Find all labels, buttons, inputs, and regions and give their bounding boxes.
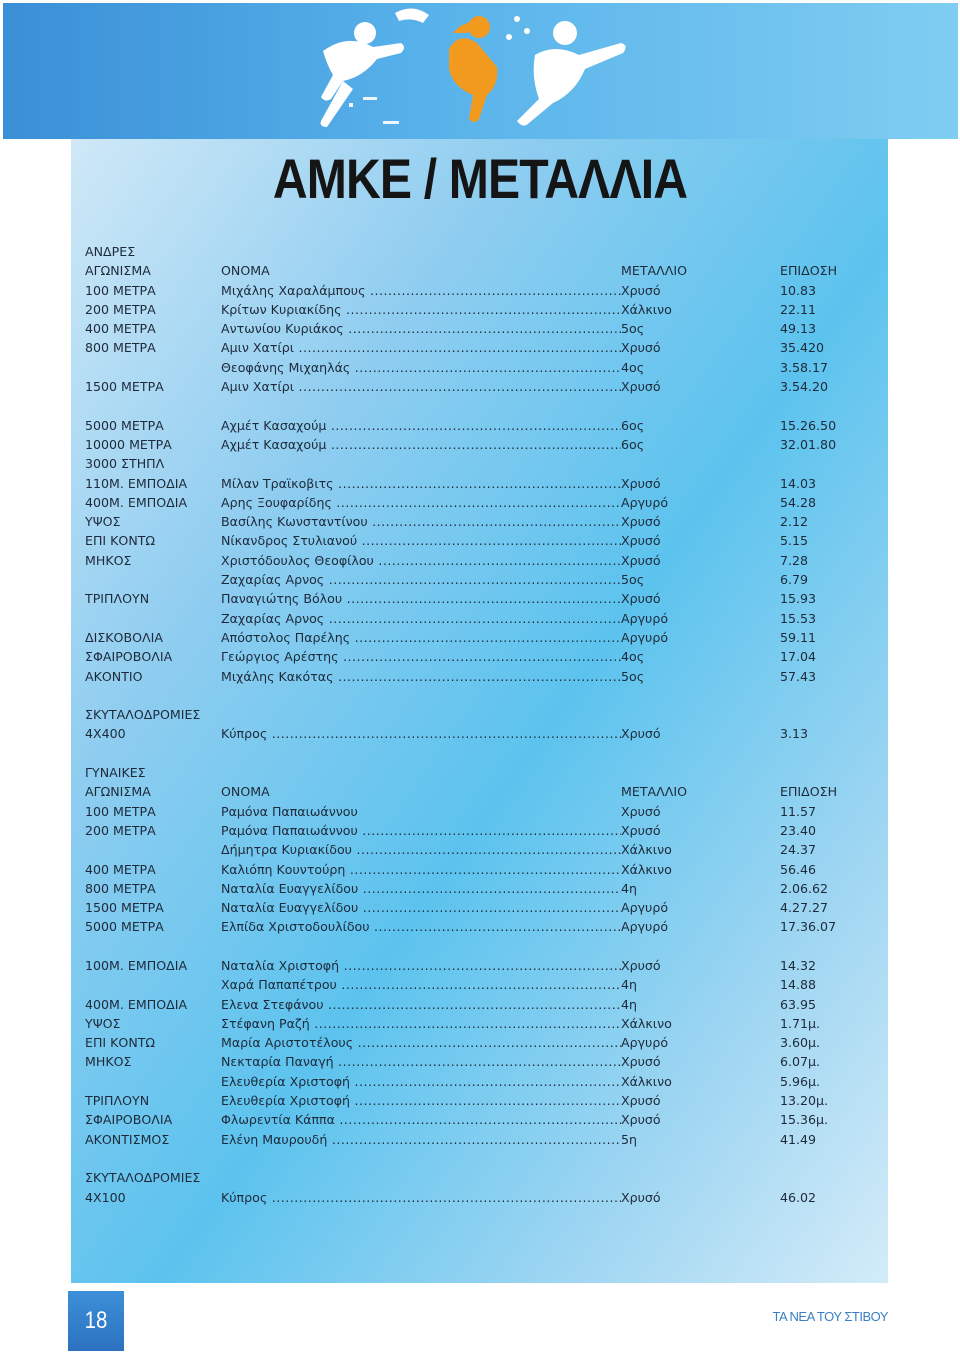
table-row bbox=[85, 956, 875, 975]
event-cell: 4Χ400 bbox=[85, 726, 126, 742]
event-cell: 3000 ΣΤΗΠΛ bbox=[85, 456, 165, 472]
event-cell: ΣΦΑΙΡΟΒΟΛΙΑ bbox=[85, 1112, 173, 1128]
women-header-row bbox=[85, 782, 875, 801]
medal-cell: 5ος bbox=[621, 668, 645, 684]
medal-cell: 5ος bbox=[621, 321, 645, 337]
athlete-name: Αχμέτ Κασαχούμ bbox=[221, 436, 327, 452]
athlete-name-cell bbox=[221, 860, 621, 879]
athlete-name-cell bbox=[221, 474, 621, 493]
table-row bbox=[85, 377, 875, 396]
athlete-name: Κρίτων Κυριακίδης bbox=[221, 301, 342, 317]
table-row bbox=[85, 879, 875, 898]
medal-cell: Χάλκινο bbox=[621, 861, 672, 877]
athlete-name-cell bbox=[221, 840, 621, 859]
medal-cell: Χρυσό bbox=[621, 552, 661, 568]
event-cell: 1500 ΜΕΤΡΑ bbox=[85, 379, 164, 395]
athlete-name-cell bbox=[221, 1130, 621, 1149]
event-cell: 4Χ100 bbox=[85, 1189, 126, 1205]
result-cell: 10.83 bbox=[780, 282, 817, 298]
men-rows-field bbox=[85, 416, 875, 686]
women-rows-field bbox=[85, 956, 875, 1149]
medal-cell: Χρυσό bbox=[621, 379, 661, 395]
event-cell: 200 ΜΕΤΡΑ bbox=[85, 301, 156, 317]
event-cell: 100 ΜΕΤΡΑ bbox=[85, 282, 156, 298]
athlete-name: Φλωρεντία Κάππα bbox=[221, 1112, 335, 1128]
result-cell: 2.12 bbox=[780, 514, 809, 530]
athlete-name-cell bbox=[221, 1014, 621, 1033]
event-cell: 400 ΜΕΤΡΑ bbox=[85, 861, 156, 877]
athlete-name-cell bbox=[221, 1091, 621, 1110]
event-cell: 400 ΜΕΤΡΑ bbox=[85, 321, 156, 337]
athlete-name: Ελευθερία Χριστοφή bbox=[221, 1073, 351, 1089]
event-cell: ΑΚΟΝΤΙΣΜΟΣ bbox=[85, 1131, 170, 1147]
medal-cell: 6ος bbox=[621, 417, 645, 433]
event-cell: ΜΗΚΟΣ bbox=[85, 1054, 132, 1070]
event-cell: 100 ΜΕΤΡΑ bbox=[85, 803, 156, 819]
result-cell: 23.40 bbox=[780, 822, 817, 838]
event-cell: 1500 ΜΕΤΡΑ bbox=[85, 900, 164, 916]
result-cell: 49.13 bbox=[780, 321, 817, 337]
result-cell: 24.37 bbox=[780, 842, 817, 858]
result-cell: 4.27.27 bbox=[780, 900, 829, 916]
athlete-name: Ελπίδα Χριστοδουλίδου bbox=[221, 919, 370, 935]
event-cell: 5000 ΜΕΤΡΑ bbox=[85, 919, 164, 935]
athlete-name-cell bbox=[221, 917, 621, 936]
table-row bbox=[85, 995, 875, 1014]
result-cell: 41.49 bbox=[780, 1131, 817, 1147]
athlete-name-cell bbox=[221, 647, 621, 666]
medal-cell: Αργυρό bbox=[621, 629, 669, 645]
table-row bbox=[85, 416, 875, 435]
page-title: ΑΜΚΕ / ΜΕΤΑΛΛΙΑ bbox=[272, 147, 688, 210]
event-cell: ΜΗΚΟΣ bbox=[85, 552, 132, 568]
athlete-name-cell bbox=[221, 724, 621, 743]
table-row bbox=[85, 821, 875, 840]
result-cell: 15.26.50 bbox=[780, 417, 837, 433]
header-medal: ΜΕΤΑΛΛΙΟ bbox=[621, 784, 687, 800]
event-cell: ΤΡΙΠΛΟΥΝ bbox=[85, 1093, 150, 1109]
athlete-name-cell bbox=[221, 319, 621, 338]
athlete-name: Νίκανδρος Στυλιανού bbox=[221, 533, 358, 549]
athlete-name-cell bbox=[221, 898, 621, 917]
athlete-name-cell bbox=[221, 609, 621, 628]
result-cell: 13.20μ. bbox=[780, 1093, 829, 1109]
athlete-name-cell bbox=[221, 435, 621, 454]
men-relay bbox=[85, 724, 875, 743]
men-relay-title: ΣΚΥΤΑΛΟΔΡΟΜΙΕΣ bbox=[85, 707, 201, 723]
result-cell: 2.06.62 bbox=[780, 880, 829, 896]
table-row bbox=[85, 860, 875, 879]
result-cell: 56.46 bbox=[780, 861, 817, 877]
medal-cell: Χρυσό bbox=[621, 533, 661, 549]
result-cell: 11.57 bbox=[780, 803, 817, 819]
magazine-name: ΤΑ ΝΕΑ ΤΟΥ ΣΤΙΒΟΥ bbox=[772, 1309, 888, 1324]
athlete-name-cell bbox=[221, 377, 621, 396]
result-cell: 63.95 bbox=[780, 996, 817, 1012]
result-cell: 6.79 bbox=[780, 572, 809, 588]
athlete-name: Ζαχαρίας Αρνος bbox=[221, 572, 325, 588]
medal-cell: Χρυσό bbox=[621, 957, 661, 973]
table-row bbox=[85, 319, 875, 338]
women-relay-title: ΣΚΥΤΑΛΟΔΡΟΜΙΕΣ bbox=[85, 1170, 201, 1186]
men-header-row bbox=[85, 261, 875, 280]
medal-cell: 4ος bbox=[621, 359, 645, 375]
event-cell: 200 ΜΕΤΡΑ bbox=[85, 822, 156, 838]
athlete-name-cell bbox=[221, 300, 621, 319]
event-cell: ΕΠΙ ΚΟΝΤΩ bbox=[85, 1035, 156, 1051]
table-row bbox=[85, 358, 875, 377]
athlete-name-cell bbox=[221, 879, 621, 898]
medal-cell: Αργυρό bbox=[621, 900, 669, 916]
table-row bbox=[85, 435, 875, 454]
medal-cell: Αργυρό bbox=[621, 494, 669, 510]
athlete-name: Αντωνίου Κυριάκος bbox=[221, 321, 344, 337]
table-row bbox=[85, 840, 875, 859]
header-result: ΕΠΙΔΟΣΗ bbox=[780, 263, 838, 279]
result-cell: 14.32 bbox=[780, 957, 817, 973]
header-name: ΟΝΟΜΑ bbox=[221, 263, 270, 279]
event-cell: 400Μ. ΕΜΠΟΔΙΑ bbox=[85, 494, 188, 510]
result-cell: 46.02 bbox=[780, 1189, 817, 1205]
athlete-name: Ζαχαρίας Αρνος bbox=[221, 610, 325, 626]
medal-cell: 4η bbox=[621, 977, 637, 993]
athlete-name: Καλιόπη Κουντούρη bbox=[221, 861, 346, 877]
result-cell: 3.60μ. bbox=[780, 1035, 821, 1051]
athlete-name-cell bbox=[221, 358, 621, 377]
header-result: ΕΠΙΔΟΣΗ bbox=[780, 784, 838, 800]
athlete-name-cell bbox=[221, 1072, 621, 1091]
table-row bbox=[85, 474, 875, 493]
result-cell: 22.11 bbox=[780, 301, 817, 317]
medal-cell: Χρυσό bbox=[621, 803, 661, 819]
table-row bbox=[85, 1130, 875, 1149]
result-cell: 3.58.17 bbox=[780, 359, 829, 375]
men-section-title: ΑΝΔΡΕΣ bbox=[85, 244, 136, 259]
event-cell: ΔΙΣΚΟΒΟΛΙΑ bbox=[85, 629, 163, 645]
table-row bbox=[85, 589, 875, 608]
table-row bbox=[85, 512, 875, 531]
table-row bbox=[85, 1188, 875, 1207]
table-row bbox=[85, 1072, 875, 1091]
women-rows bbox=[85, 802, 875, 937]
result-cell: 32.01.80 bbox=[780, 436, 837, 452]
result-cell: 15.53 bbox=[780, 610, 817, 626]
header-medal: ΜΕΤΑΛΛΙΟ bbox=[621, 263, 687, 279]
medal-cell: Αργυρό bbox=[621, 610, 669, 626]
athlete-name-cell bbox=[221, 512, 621, 531]
result-cell: 5.15 bbox=[780, 533, 809, 549]
medal-cell: 5η bbox=[621, 1131, 637, 1147]
header-name: ΟΝΟΜΑ bbox=[221, 784, 270, 800]
table-row bbox=[85, 281, 875, 300]
athlete-name-cell bbox=[221, 821, 621, 840]
event-cell: 110Μ. ΕΜΠΟΔΙΑ bbox=[85, 475, 188, 491]
medal-cell: Χάλκινο bbox=[621, 1073, 672, 1089]
medal-cell: 4η bbox=[621, 996, 637, 1012]
medal-cell: Χρυσό bbox=[621, 591, 661, 607]
athlete-name: Ραμόνα Παπαιωάννου bbox=[221, 803, 358, 819]
event-cell: ΥΨΟΣ bbox=[85, 1015, 121, 1031]
athlete-name: Ναταλία Χριστοφή bbox=[221, 957, 340, 973]
table-row bbox=[85, 647, 875, 666]
medal-cell: Χρυσό bbox=[621, 1054, 661, 1070]
medal-cell: Αργυρό bbox=[621, 919, 669, 935]
athlete-name: Παναγιώτης Βόλου bbox=[221, 591, 343, 607]
athlete-name: Αμιν Χατίρι bbox=[221, 379, 294, 395]
athlete-name-cell bbox=[221, 1110, 621, 1129]
event-cell: 400Μ. ΕΜΠΟΔΙΑ bbox=[85, 996, 188, 1012]
athlete-name-cell bbox=[221, 667, 621, 686]
table-row bbox=[85, 898, 875, 917]
event-cell: ΑΚΟΝΤΙΟ bbox=[85, 668, 143, 684]
event-cell: ΕΠΙ ΚΟΝΤΩ bbox=[85, 533, 156, 549]
table-row bbox=[85, 628, 875, 647]
athlete-name: Νεκταρία Παναγή bbox=[221, 1054, 334, 1070]
result-cell: 17.36.07 bbox=[780, 919, 837, 935]
athlete-name: Αρης Ξουφαρίδης bbox=[221, 494, 332, 510]
page-number: 18 bbox=[84, 1307, 108, 1334]
result-cell: 3.54.20 bbox=[780, 379, 829, 395]
men-rows bbox=[85, 281, 875, 397]
table-row bbox=[85, 724, 875, 743]
event-cell: 800 ΜΕΤΡΑ bbox=[85, 340, 156, 356]
result-cell: 17.04 bbox=[780, 649, 817, 665]
athlete-name-cell bbox=[221, 1188, 621, 1207]
athlete-name-cell bbox=[221, 956, 621, 975]
table-row bbox=[85, 1052, 875, 1071]
athlete-name: Χαρά Παπαπέτρου bbox=[221, 977, 337, 993]
medal-cell: Χρυσό bbox=[621, 340, 661, 356]
athlete-name-cell bbox=[221, 531, 621, 550]
event-cell: 800 ΜΕΤΡΑ bbox=[85, 880, 156, 896]
table-row bbox=[85, 1091, 875, 1110]
table-row bbox=[85, 609, 875, 628]
medal-cell: Χρυσό bbox=[621, 822, 661, 838]
athlete-name-cell bbox=[221, 589, 621, 608]
result-cell: 35.420 bbox=[780, 340, 825, 356]
athlete-name: Ελενα Στεφάνου bbox=[221, 996, 324, 1012]
medal-cell: Χρυσό bbox=[621, 1093, 661, 1109]
medal-cell: 4η bbox=[621, 880, 637, 896]
table-row bbox=[85, 570, 875, 589]
athlete-name: Ναταλία Ευαγγελίδου bbox=[221, 880, 359, 896]
athlete-name: Αμιν Χατίρι bbox=[221, 340, 294, 356]
result-cell: 15.36μ. bbox=[780, 1112, 829, 1128]
athlete-name-cell bbox=[221, 995, 621, 1014]
table-row bbox=[85, 454, 875, 473]
table-row bbox=[85, 551, 875, 570]
athlete-name-cell bbox=[221, 1033, 621, 1052]
table-row bbox=[85, 531, 875, 550]
table-row bbox=[85, 802, 875, 821]
result-cell: 7.28 bbox=[780, 552, 809, 568]
header-event: ΑΓΩΝΙΣΜΑ bbox=[85, 784, 151, 800]
athlete-name: Μιχάλης Χαραλάμπους bbox=[221, 282, 366, 298]
result-cell: 3.13 bbox=[780, 726, 809, 742]
medals-table bbox=[85, 242, 875, 1207]
athletes-illustration bbox=[303, 3, 663, 139]
women-section-title: ΓΥΝΑΙΚΕΣ bbox=[85, 765, 146, 781]
athlete-name: Ραμόνα Παπαιωάννου bbox=[221, 822, 358, 838]
athlete-name: Ελένη Μαυρουδή bbox=[221, 1131, 328, 1147]
athlete-name: Μαρία Αριστοτέλους bbox=[221, 1035, 354, 1051]
medal-cell: Χρυσό bbox=[621, 514, 661, 530]
athlete-name: Κύπρος bbox=[221, 1189, 268, 1205]
result-cell: 6.07μ. bbox=[780, 1054, 821, 1070]
medal-cell: Χρυσό bbox=[621, 726, 661, 742]
medal-cell: Χρυσό bbox=[621, 1112, 661, 1128]
athlete-name: Βασίλης Κωνσταντίνου bbox=[221, 514, 368, 530]
header-banner bbox=[3, 3, 958, 139]
event-cell: ΤΡΙΠΛΟΥΝ bbox=[85, 591, 150, 607]
event-cell: 5000 ΜΕΤΡΑ bbox=[85, 417, 164, 433]
athlete-name: Ναταλία Ευαγγελίδου bbox=[221, 900, 359, 916]
athlete-name-cell bbox=[221, 1052, 621, 1071]
athlete-name: Στέφανη Ραζή bbox=[221, 1015, 310, 1031]
result-cell: 15.93 bbox=[780, 591, 817, 607]
athlete-name-cell bbox=[221, 628, 621, 647]
athlete-name: Κύπρος bbox=[221, 726, 268, 742]
medal-cell: Χάλκινο bbox=[621, 842, 672, 858]
result-cell: 14.88 bbox=[780, 977, 817, 993]
table-row bbox=[85, 338, 875, 357]
athlete-name-cell bbox=[221, 570, 621, 589]
medal-cell: Χάλκινο bbox=[621, 1015, 672, 1031]
athlete-name-cell bbox=[221, 493, 621, 512]
event-cell: 10000 ΜΕΤΡΑ bbox=[85, 436, 172, 452]
athlete-name: Μιχάλης Κακότας bbox=[221, 668, 334, 684]
athlete-name: Γεώργιος Αρέστης bbox=[221, 649, 339, 665]
athlete-name: Ελευθερία Χριστοφή bbox=[221, 1093, 351, 1109]
athlete-name: Δήμητρα Κυριακίδου bbox=[221, 842, 352, 858]
medal-cell: 6ος bbox=[621, 436, 645, 452]
athlete-name-cell bbox=[221, 338, 621, 357]
athlete-name-cell bbox=[221, 281, 621, 300]
athlete-name: Μίλαν Τραϊκοβιτς bbox=[221, 475, 334, 491]
medal-cell: Χάλκινο bbox=[621, 301, 672, 317]
medal-cell: Χρυσό bbox=[621, 1189, 661, 1205]
medal-cell: Αργυρό bbox=[621, 1035, 669, 1051]
header-event: ΑΓΩΝΙΣΜΑ bbox=[85, 263, 151, 279]
table-row bbox=[85, 1033, 875, 1052]
event-cell: 100Μ. ΕΜΠΟΔΙΑ bbox=[85, 957, 188, 973]
table-row bbox=[85, 1014, 875, 1033]
table-row bbox=[85, 917, 875, 936]
athlete-name-cell bbox=[221, 975, 621, 994]
table-row bbox=[85, 667, 875, 686]
medal-cell: 5ος bbox=[621, 572, 645, 588]
athlete-name: Θεοφάνης Μιχαηλάς bbox=[221, 359, 351, 375]
result-cell: 54.28 bbox=[780, 494, 817, 510]
table-row bbox=[85, 300, 875, 319]
result-cell: 14.03 bbox=[780, 475, 817, 491]
event-cell: ΥΨΟΣ bbox=[85, 514, 121, 530]
athlete-name-cell bbox=[221, 551, 621, 570]
table-row bbox=[85, 975, 875, 994]
result-cell: 57.43 bbox=[780, 668, 817, 684]
result-cell: 5.96μ. bbox=[780, 1073, 821, 1089]
women-relay bbox=[85, 1188, 875, 1207]
athlete-name-cell bbox=[221, 416, 621, 435]
medal-cell: Χρυσό bbox=[621, 282, 661, 298]
table-row bbox=[85, 493, 875, 512]
result-cell: 1.71μ. bbox=[780, 1015, 821, 1031]
event-cell: ΣΦΑΙΡΟΒΟΛΙΑ bbox=[85, 649, 173, 665]
athlete-name: Αχμέτ Κασαχούμ bbox=[221, 417, 327, 433]
medal-cell: 4ος bbox=[621, 649, 645, 665]
athlete-name: Απόστολος Παρέλης bbox=[221, 629, 351, 645]
medal-cell: Χρυσό bbox=[621, 475, 661, 491]
athlete-name: Χριστόδουλος Θεοφίλου bbox=[221, 552, 374, 568]
result-cell: 59.11 bbox=[780, 629, 817, 645]
table-row bbox=[85, 1110, 875, 1129]
athlete-name-cell bbox=[221, 802, 621, 821]
